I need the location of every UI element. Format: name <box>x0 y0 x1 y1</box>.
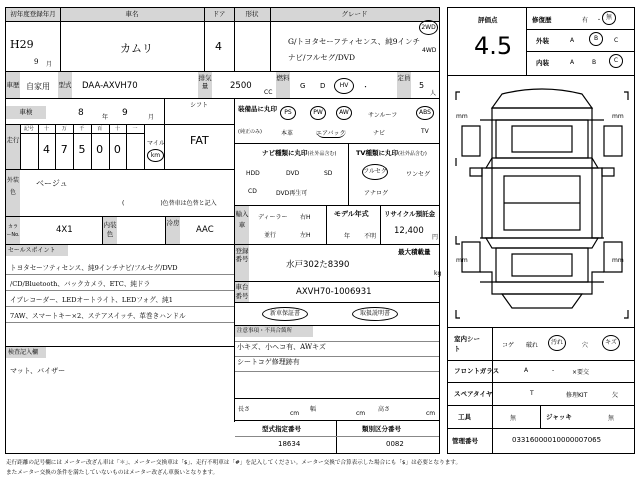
mileage-unit-header: 百 <box>97 126 103 132</box>
color-label: 外装色 <box>6 170 20 216</box>
mileage-unit-header: 万 <box>61 126 67 132</box>
first-reg-header: 初年度登録年月 <box>6 8 60 21</box>
car-name-header: 車名 <box>60 8 204 21</box>
mileage-unit-header: 十 <box>44 126 50 132</box>
class-no-value: 0082 <box>386 440 404 448</box>
interior-color-label: 内装色 <box>103 217 117 244</box>
sales-point-line: イブレコーダー、LEDオートライト、LEDフォグ、純1 <box>10 296 173 304</box>
height-label: 高さ <box>378 406 391 413</box>
import-left: 左H <box>300 232 311 239</box>
reg-no-label: 登録番号 <box>235 245 249 281</box>
equipment-tv: TV <box>421 128 429 135</box>
navi-sd: SD <box>324 170 333 177</box>
spare-kit: 修理KIT <box>566 392 588 399</box>
interior-a: A <box>570 59 575 66</box>
footer-line-2: またメーター交換の条件を満たしていないものはメーター改ざん車扱いとなります。 <box>6 470 219 476</box>
equipment-pw-circled: PW <box>310 106 326 120</box>
first-reg-month-unit: 月 <box>46 61 53 68</box>
type-cert-value: 18634 <box>278 440 301 448</box>
diagram-mm-label-2: mm <box>456 257 468 264</box>
recycle-value: 12,400 <box>394 226 424 236</box>
seat-scratch-circled: キズ <box>602 335 620 351</box>
tools-no: 無 <box>510 415 517 422</box>
mileage-digit: 0 <box>96 143 104 156</box>
fuel-label: 燃料 <box>276 72 290 98</box>
inspection-label: 車検 <box>6 106 46 119</box>
tv-type-sub: (社外品含む) <box>397 151 427 157</box>
model-year-unknown: 不明 <box>364 233 377 240</box>
reg-no-value: 水戸302た8390 <box>286 260 350 270</box>
exterior-a: A <box>570 37 575 44</box>
jack-label: ジャッキ <box>546 413 572 421</box>
model-year-label: モデル年式 <box>334 210 369 218</box>
mileage-digit: 4 <box>43 143 51 156</box>
sales-point-line: トヨタセーフティセンス、純9インチナビ/フルセグ/DVD <box>10 264 178 272</box>
color-note: ( )色替車は色替と記入 <box>122 200 217 207</box>
import-dealer: ディーラー <box>258 214 288 221</box>
mileage-unit-mile: マイル <box>147 140 165 147</box>
equipment-airbag-circled: エアバック <box>316 130 346 137</box>
mileage-unit-header: 一 <box>132 126 138 132</box>
first-reg-year: H29 <box>10 38 34 51</box>
recycle-unit: 円 <box>432 234 439 241</box>
tools-label: 工具 <box>458 413 471 421</box>
navi-cd: CD <box>248 188 257 195</box>
mileage-label: 走行 <box>6 125 20 169</box>
height-unit: cm <box>426 410 436 417</box>
footer-line-1: 走行距離の記号欄には メーター改ざん車は「＊」、メーター交換車は「$」、走行不明車は「#」を記入してください。メーター交換で合算表示した場合にも「$」は必要となります。 <box>6 460 462 466</box>
mileage-unit-km-circled: km <box>147 149 164 162</box>
seat-tear: 破れ <box>526 342 539 349</box>
exterior-b-circled: B <box>589 32 603 46</box>
seat-burn: コゲ <box>502 342 515 349</box>
score-label: 評価点 <box>478 16 498 24</box>
model-value: DAA-AXVH70 <box>82 81 138 91</box>
color-no-value: 4X1 <box>56 225 73 235</box>
sales-point-line: 7AW、スマートキー×2、ステアスイッチ、革巻きハンドル <box>10 312 186 320</box>
equipment-navi: ナビ <box>373 130 386 137</box>
spare-t: T <box>530 390 534 397</box>
inspection-year: 8 <box>78 108 84 118</box>
use-value: 自家用 <box>26 82 50 91</box>
import-label: 輸入車 <box>235 206 249 244</box>
tv-type-label <box>356 148 427 157</box>
import-right: 右H <box>300 214 311 221</box>
navi-hdd: HDD <box>246 170 260 177</box>
seat-hole: 穴 <box>582 342 589 349</box>
mileage-unit-header: 十 <box>114 126 120 132</box>
equipment-leather: 本革 <box>281 130 294 137</box>
tv-analog: アナログ <box>364 190 389 197</box>
drive-2wd-circled: 2WD <box>419 20 438 35</box>
navi-type-label <box>262 148 336 157</box>
jack-no: 無 <box>608 415 615 422</box>
repair-yes: 有 <box>582 17 589 24</box>
car-damage-diagram <box>452 86 632 322</box>
spare-tire-label: スペアタイヤ <box>454 390 493 398</box>
equipment-label: 装備品に丸印 <box>238 105 277 113</box>
fuel-blank: ・ <box>362 83 369 91</box>
shift-value: FAT <box>190 134 209 147</box>
interior-c-circled: C <box>609 54 623 68</box>
recycle-label: リサイクル預託金 <box>384 210 436 218</box>
tv-oneseg: ワンセグ <box>406 171 431 178</box>
drive-4wd: 4WD <box>422 47 437 54</box>
door-value: 4 <box>215 40 222 53</box>
mileage-unit-header: 千 <box>79 126 85 132</box>
equipment-aw-circled: AW <box>336 106 352 120</box>
type-cert-label: 型式指定番号 <box>262 425 301 433</box>
interior-b: B <box>592 59 597 66</box>
interior-seat-label: 室内シート <box>454 335 480 353</box>
grade-value-1: G/トヨタセーフティセンス、純9インチ <box>288 37 421 46</box>
mileage-digit: 5 <box>78 143 86 156</box>
sales-point-label: セールスポイント <box>6 245 68 256</box>
mgmt-no-value: 03316000010000007065 <box>512 436 602 444</box>
cooling-label: 冷房 <box>166 217 180 244</box>
displacement-value: 2500 <box>230 81 252 91</box>
cooling-value: AAC <box>196 225 214 235</box>
front-glass-a: A <box>524 367 529 374</box>
seat-stain-circled: 汚れ <box>548 335 566 351</box>
notes-label: 注意事項・不具合箇所 <box>235 326 313 337</box>
model-label: 型式 <box>58 72 72 98</box>
mileage-unit-header: 記号 <box>23 126 34 132</box>
fuel-hv-circled: HV <box>334 78 354 94</box>
mileage-digit: 7 <box>60 143 68 156</box>
max-load-unit: kg <box>434 270 442 277</box>
door-header: ドア <box>204 8 234 21</box>
displacement-label: 排気量 <box>198 72 212 98</box>
diagram-mm-label-3: mm <box>612 113 624 120</box>
chassis-value: AXVH70-1006931 <box>296 287 372 297</box>
navi-dvd-play: DVD再生可 <box>276 190 308 197</box>
width-label: 幅 <box>310 406 317 413</box>
use-label: 車歴 <box>6 72 20 98</box>
equipment-abs-circled: ABS <box>416 106 434 120</box>
inspection-month-unit: 月 <box>148 114 155 121</box>
front-glass-replace: ×要交 <box>572 369 590 376</box>
width-unit: cm <box>356 410 366 417</box>
mileage-digit: 0 <box>113 143 121 156</box>
displacement-unit: CC <box>264 89 273 96</box>
tv-fullseg-circled: フルセグ <box>362 164 388 180</box>
capacity-unit: 人 <box>430 90 437 97</box>
first-reg-month: 9 <box>34 58 39 66</box>
exterior-label: 外装 <box>536 37 549 45</box>
fuel-d: D <box>320 82 326 90</box>
repair-label: 修復歴 <box>532 16 552 24</box>
inspector-value: マット、バイザー <box>10 367 66 375</box>
spare-missing: 欠 <box>612 392 619 399</box>
inspection-year-unit: 年 <box>102 114 109 121</box>
inspector-label: 検査記入欄 <box>6 347 46 358</box>
interior-label: 内装 <box>536 59 549 67</box>
new-car-warranty-circled: 新車保証書 <box>262 307 308 321</box>
diagram-mm-label-4: mm <box>612 257 624 264</box>
fuel-g: G <box>300 82 306 90</box>
shape-header: 形状 <box>234 8 270 21</box>
repair-no-circled: 無 <box>602 11 616 25</box>
notes-line-2: シートコゲ修理跡有 <box>237 358 300 366</box>
model-year-year: 年 <box>344 233 351 240</box>
inspection-month: 9 <box>122 108 128 118</box>
capacity-value: 5 <box>419 81 425 90</box>
grade-value-2: ナビ/フルセグ/DVD <box>288 53 356 62</box>
navi-type-title: ナビ種類に丸印 <box>262 149 308 157</box>
max-load-label: 最大積載量 <box>398 248 431 256</box>
front-glass-label: フロントガラス <box>454 367 500 375</box>
notes-line-1: 小キズ、小ヘコ有、AWキズ <box>237 343 326 351</box>
grade-header: グレード <box>270 8 439 21</box>
color-value: ベージュ <box>36 179 68 188</box>
equipment-sunroof: サンルーフ <box>368 112 398 119</box>
length-label: 長さ <box>238 406 251 413</box>
front-glass-dash: - <box>552 367 555 374</box>
car-name-value: カムリ <box>120 42 153 55</box>
navi-dvd: DVD <box>286 170 300 177</box>
manual-circled: 取扱説明書 <box>352 307 398 321</box>
score-value: 4.5 <box>474 32 513 60</box>
import-parallel: 並行 <box>264 232 277 239</box>
capacity-label: 定員 <box>397 72 411 98</box>
equipment-sub: (純正のみ) <box>238 129 262 135</box>
sales-point-line: /CD/Bluetooth、バックカメラ、ETC、純ドラ <box>10 280 151 288</box>
navi-type-sub: (社外品含む) <box>307 151 337 157</box>
length-unit: cm <box>290 410 300 417</box>
color-no-label: カラーNo. <box>6 217 20 244</box>
equipment-ps-circled: PS <box>280 106 296 120</box>
diagram-mm-label-1: mm <box>456 113 468 120</box>
shift-label: シフト <box>190 102 209 109</box>
tv-type-title: TV種類に丸印 <box>356 149 398 157</box>
chassis-label: 車台番号 <box>235 283 249 300</box>
class-no-label: 類別区分番号 <box>362 425 401 433</box>
mgmt-no-label: 管理番号 <box>452 437 478 445</box>
exterior-c: C <box>614 37 619 44</box>
